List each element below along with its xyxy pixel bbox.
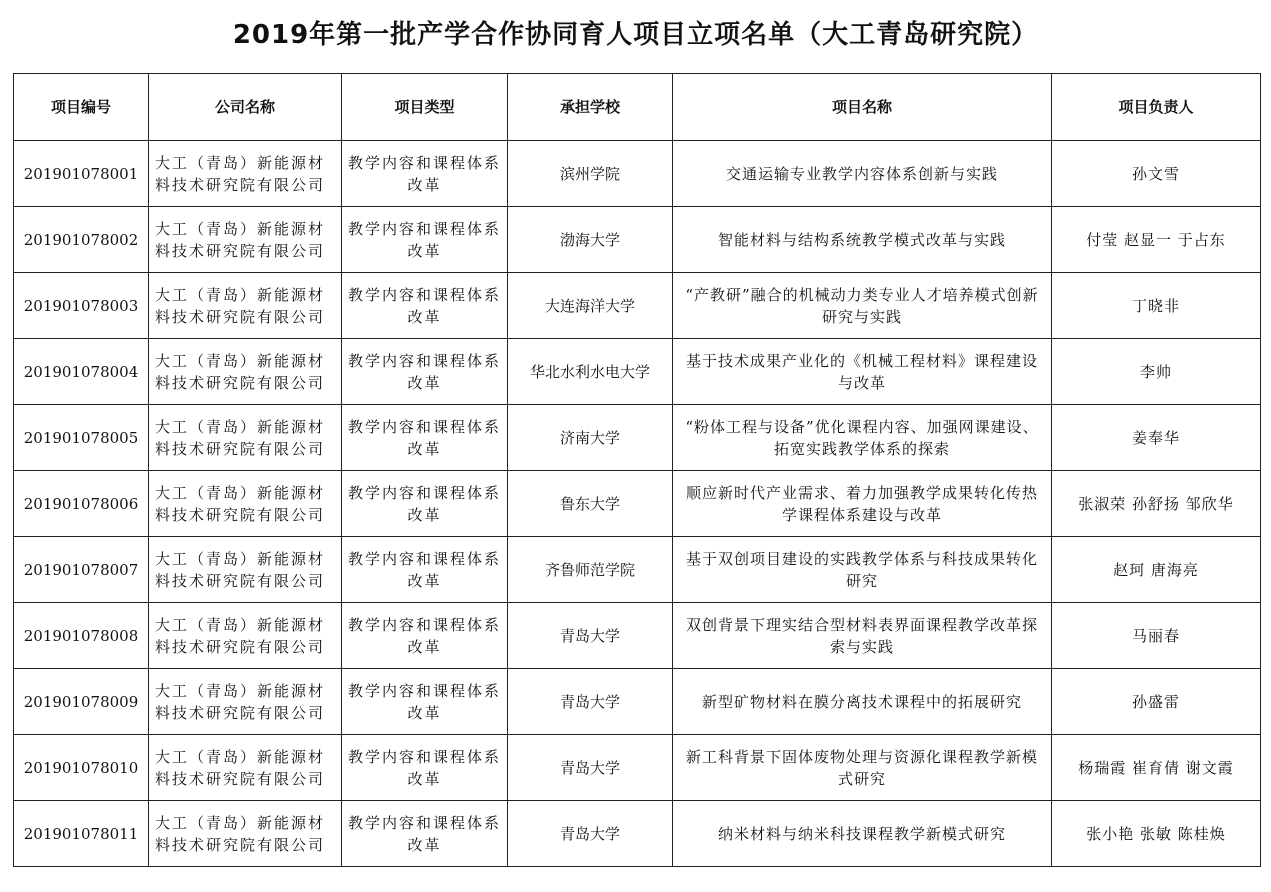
cell-company: 大工（青岛）新能源材料技术研究院有限公司 — [149, 405, 342, 471]
cell-project-type: 教学内容和课程体系改革 — [342, 207, 508, 273]
table-row — [14, 141, 1261, 207]
cell-school: 青岛大学 — [508, 735, 673, 801]
cell-project-name: 基于技术成果产业化的《机械工程材料》课程建设与改革 — [673, 339, 1052, 405]
cell-school: 鲁东大学 — [508, 471, 673, 537]
cell-project-type: 教学内容和课程体系改革 — [342, 801, 508, 867]
table-row — [14, 735, 1261, 801]
cell-school: 滨州学院 — [508, 141, 673, 207]
cell-project-name: 纳米材料与纳米科技课程教学新模式研究 — [673, 801, 1052, 867]
cell-leader: 孙文雪 — [1052, 141, 1261, 207]
cell-project-type: 教学内容和课程体系改革 — [342, 603, 508, 669]
cell-project-type: 教学内容和课程体系改革 — [342, 537, 508, 603]
cell-project-type: 教学内容和课程体系改革 — [342, 405, 508, 471]
cell-project-id: 201901078007 — [14, 537, 149, 603]
cell-leader: 李帅 — [1052, 339, 1261, 405]
header-project-id: 项目编号 — [14, 74, 149, 141]
cell-project-name: 双创背景下理实结合型材料表界面课程教学改革探索与实践 — [673, 603, 1052, 669]
project-table — [13, 73, 1261, 867]
cell-company: 大工（青岛）新能源材料技术研究院有限公司 — [149, 669, 342, 735]
cell-company: 大工（青岛）新能源材料技术研究院有限公司 — [149, 141, 342, 207]
cell-company: 大工（青岛）新能源材料技术研究院有限公司 — [149, 339, 342, 405]
cell-project-type: 教学内容和课程体系改革 — [342, 273, 508, 339]
cell-leader: 丁晓非 — [1052, 273, 1261, 339]
cell-school: 青岛大学 — [508, 801, 673, 867]
cell-leader: 姜奉华 — [1052, 405, 1261, 471]
cell-project-id: 201901078010 — [14, 735, 149, 801]
cell-project-name: “粉体工程与设备”优化课程内容、加强网课建设、拓宽实践教学体系的探索 — [673, 405, 1052, 471]
cell-leader: 马丽春 — [1052, 603, 1261, 669]
table-row — [14, 471, 1261, 537]
cell-project-type: 教学内容和课程体系改革 — [342, 471, 508, 537]
cell-school: 大连海洋大学 — [508, 273, 673, 339]
cell-leader: 赵珂 唐海亮 — [1052, 537, 1261, 603]
cell-project-name: 顺应新时代产业需求、着力加强教学成果转化传热学课程体系建设与改革 — [673, 471, 1052, 537]
cell-project-name: “产教研”融合的机械动力类专业人才培养模式创新研究与实践 — [673, 273, 1052, 339]
table-row — [14, 339, 1261, 405]
cell-company: 大工（青岛）新能源材料技术研究院有限公司 — [149, 801, 342, 867]
cell-project-id: 201901078003 — [14, 273, 149, 339]
header-project-type: 项目类型 — [342, 74, 508, 141]
cell-leader: 付莹 赵显一 于占东 — [1052, 207, 1261, 273]
cell-project-id: 201901078006 — [14, 471, 149, 537]
cell-project-type: 教学内容和课程体系改革 — [342, 669, 508, 735]
cell-project-id: 201901078004 — [14, 339, 149, 405]
cell-project-name: 新型矿物材料在膜分离技术课程中的拓展研究 — [673, 669, 1052, 735]
cell-project-type: 教学内容和课程体系改革 — [342, 141, 508, 207]
table-row — [14, 405, 1261, 471]
cell-project-id: 201901078002 — [14, 207, 149, 273]
cell-school: 华北水利水电大学 — [508, 339, 673, 405]
cell-project-type: 教学内容和课程体系改革 — [342, 735, 508, 801]
cell-company: 大工（青岛）新能源材料技术研究院有限公司 — [149, 207, 342, 273]
cell-project-name: 基于双创项目建设的实践教学体系与科技成果转化研究 — [673, 537, 1052, 603]
cell-project-id: 201901078011 — [14, 801, 149, 867]
cell-leader: 杨瑞霞 崔育倩 谢文霞 — [1052, 735, 1261, 801]
cell-project-id: 201901078008 — [14, 603, 149, 669]
cell-project-id: 201901078005 — [14, 405, 149, 471]
cell-leader: 张淑荣 孙舒扬 邹欣华 — [1052, 471, 1261, 537]
cell-project-name: 交通运输专业教学内容体系创新与实践 — [673, 141, 1052, 207]
cell-company: 大工（青岛）新能源材料技术研究院有限公司 — [149, 603, 342, 669]
cell-project-id: 201901078001 — [14, 141, 149, 207]
header-project-name: 项目名称 — [673, 74, 1052, 141]
cell-school: 青岛大学 — [508, 603, 673, 669]
table-row — [14, 801, 1261, 867]
table-row — [14, 537, 1261, 603]
cell-project-id: 201901078009 — [14, 669, 149, 735]
header-company: 公司名称 — [149, 74, 342, 141]
cell-company: 大工（青岛）新能源材料技术研究院有限公司 — [149, 273, 342, 339]
header-school: 承担学校 — [508, 74, 673, 141]
cell-school: 济南大学 — [508, 405, 673, 471]
cell-school: 青岛大学 — [508, 669, 673, 735]
table-row — [14, 207, 1261, 273]
cell-company: 大工（青岛）新能源材料技术研究院有限公司 — [149, 735, 342, 801]
cell-company: 大工（青岛）新能源材料技术研究院有限公司 — [149, 537, 342, 603]
cell-leader: 孙盛雷 — [1052, 669, 1261, 735]
cell-project-name: 智能材料与结构系统教学模式改革与实践 — [673, 207, 1052, 273]
table-row — [14, 603, 1261, 669]
cell-school: 齐鲁师范学院 — [508, 537, 673, 603]
table-row — [14, 273, 1261, 339]
cell-company: 大工（青岛）新能源材料技术研究院有限公司 — [149, 471, 342, 537]
header-leader: 项目负责人 — [1052, 74, 1261, 141]
table-row — [14, 669, 1261, 735]
cell-school: 渤海大学 — [508, 207, 673, 273]
cell-leader: 张小艳 张敏 陈桂焕 — [1052, 801, 1261, 867]
cell-project-name: 新工科背景下固体废物处理与资源化课程教学新模式研究 — [673, 735, 1052, 801]
cell-project-type: 教学内容和课程体系改革 — [342, 339, 508, 405]
table-header-row — [14, 74, 1261, 141]
page-title: 2019年第一批产学合作协同育人项目立项名单（大工青岛研究院） — [232, 20, 1039, 50]
